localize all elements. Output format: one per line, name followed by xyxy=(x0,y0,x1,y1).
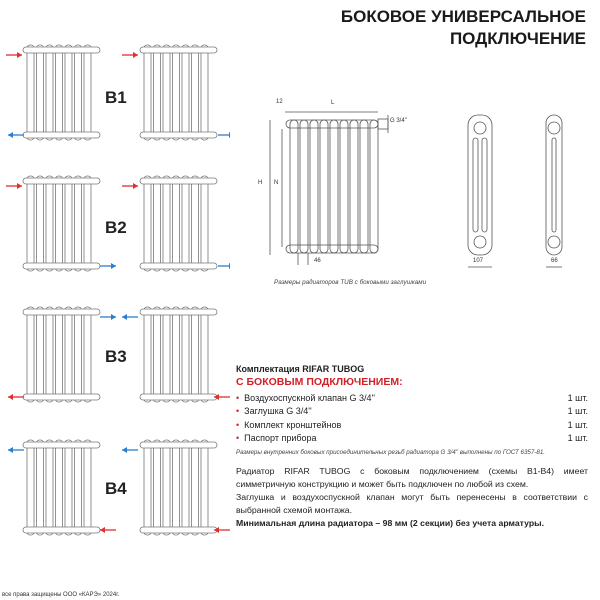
inlet-arrow xyxy=(8,394,24,400)
outlet-arrow xyxy=(122,447,138,453)
outlet-arrow xyxy=(100,263,116,269)
outlet-arrow xyxy=(218,263,230,269)
radiator-schematic xyxy=(140,307,217,402)
radiator-schematic xyxy=(140,440,217,535)
dimension-drawing xyxy=(250,95,600,275)
description: Радиатор RIFAR TUBOG с боковым подключением (схемы B1-B4) имеет симметричную конструкцию и может быть подключен по любой из схем. Заглушка и воздухоспускной клапан могут быть перенесены в соответствии с выбранной схемой монтажа. Минимальная длина радиатора – 98 мм (2 секции) без учета арматуры. xyxy=(236,466,588,528)
page-title: БОКОВОЕ УНИВЕРСАЛЬНОЕ ПОДКЛЮЧЕНИЕ xyxy=(340,7,586,48)
scheme-label-b2: B2 xyxy=(105,218,127,237)
radiator-schematic xyxy=(140,176,217,271)
radiator-schematic xyxy=(140,45,217,140)
scheme-label-b3: B3 xyxy=(105,347,127,366)
radiator-schematic xyxy=(23,440,100,535)
dim-h: H xyxy=(258,180,263,186)
kit-heading: Комплектация RIFAR TUBOG xyxy=(236,364,365,374)
kit-item: • Паспорт прибора 1 шт. xyxy=(236,432,588,446)
outlet-arrow xyxy=(122,314,138,320)
dim-66: 66 xyxy=(551,258,558,264)
connection-schemes xyxy=(0,0,230,560)
dim-l: L xyxy=(331,100,335,106)
inlet-arrow xyxy=(122,183,138,189)
kit-item: • Комплект кронштейнов 1 шт. xyxy=(236,418,588,432)
outlet-arrow xyxy=(8,447,24,453)
dim-thread: G 3/4'' xyxy=(390,118,407,124)
scheme-label-b4: B4 xyxy=(105,479,127,498)
radiator-schematic xyxy=(23,176,100,271)
inlet-arrow xyxy=(100,527,116,533)
inlet-arrow xyxy=(6,183,22,189)
kit-item: • Заглушка G 3/4'' 1 шт. xyxy=(236,405,588,419)
min-length-note: Минимальная длина радиатора – 98 мм (2 секции) без учета арматуры. xyxy=(236,518,545,528)
kit-item: • Воздухоспускной клапан G 3/4'' 1 шт. xyxy=(236,391,588,405)
dim-n: N xyxy=(274,180,279,186)
dim-46: 46 xyxy=(314,258,321,264)
radiator-schematic xyxy=(23,45,100,140)
outlet-arrow xyxy=(8,132,24,138)
radiator-schematic xyxy=(23,307,100,402)
outlet-arrow xyxy=(100,314,116,320)
dim-12: 12 xyxy=(276,99,283,105)
dim-107: 107 xyxy=(473,258,484,264)
inlet-arrow xyxy=(6,52,22,58)
copyright: все права защищены ООО «КАРЭ» 2024г. xyxy=(2,592,120,598)
kit-note: Размеры внутренних боковых присоединительных резьб радиатора G 3/4'' выполнены по ГОСТ 6357-81. xyxy=(236,449,545,456)
outlet-arrow xyxy=(218,132,230,138)
kit-subheading: С БОКОВЫМ ПОДКЛЮЧЕНИЕМ: xyxy=(236,376,403,388)
kit-section xyxy=(236,364,588,456)
drawing-caption: Размеры радиаторов TUB с боковыми заглушками xyxy=(274,279,427,286)
scheme-label-b1: B1 xyxy=(105,88,127,107)
inlet-arrow xyxy=(122,52,138,58)
